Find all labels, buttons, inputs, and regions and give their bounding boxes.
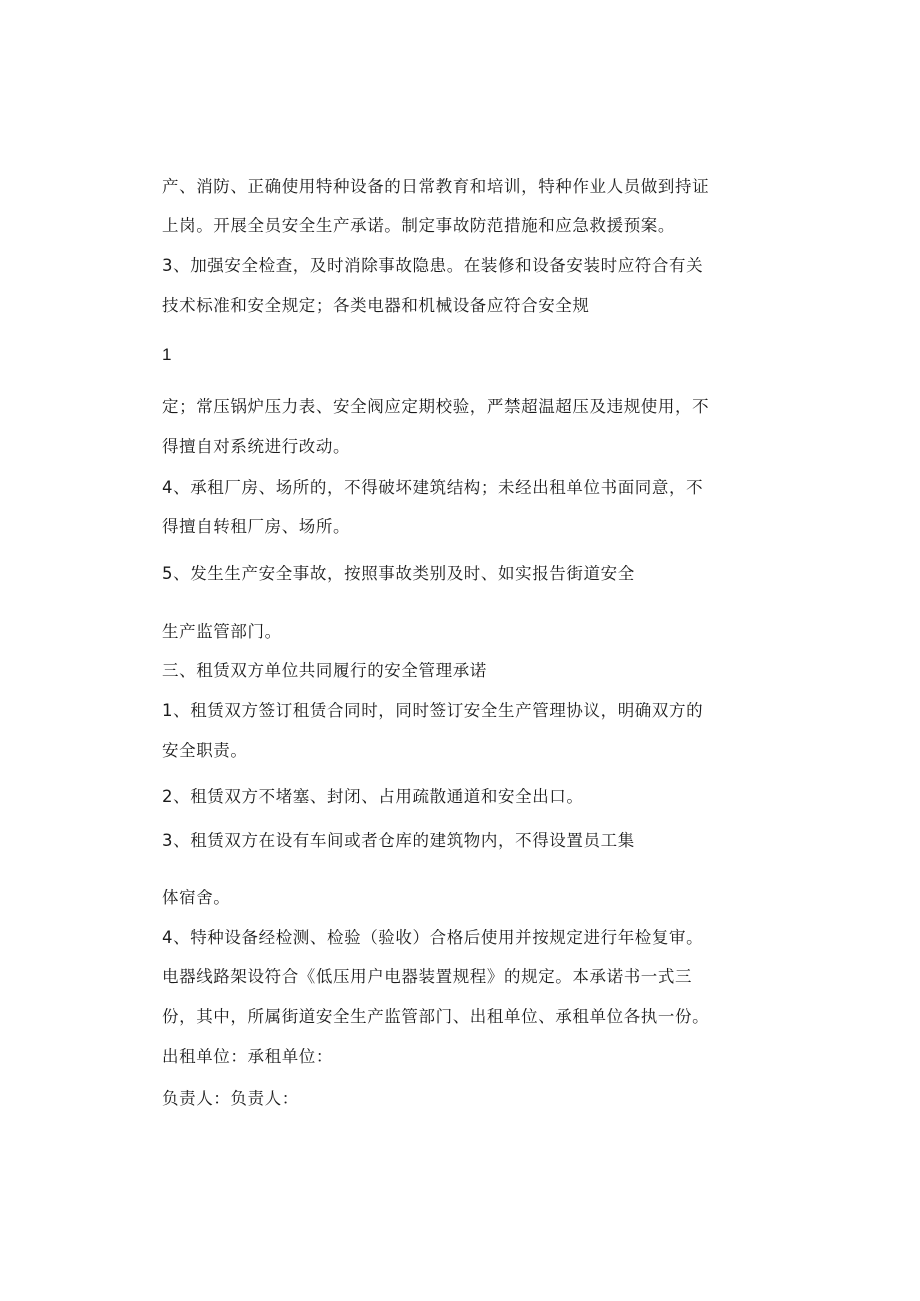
section-heading: 三、租赁双方单位共同履行的安全管理承诺 bbox=[162, 661, 487, 680]
paragraph-line: 上岗。开展全员安全生产承诺。制定事故防范措施和应急救援预案。 bbox=[162, 216, 675, 235]
section-item-3-line: 3、租赁双方在设有车间或者仓库的建筑物内，不得设置员工集 bbox=[162, 831, 635, 850]
list-item-3-line: 3、加强安全检查，及时消除事故隐患。在装修和设备安装时应符合有关 bbox=[162, 256, 704, 275]
section-item-1-line: 1、租赁双方签订租赁合同时，同时签订安全生产管理协议，明确双方的 bbox=[162, 701, 704, 720]
section-item-2: 2、租赁双方不堵塞、封闭、占用疏散通道和安全出口。 bbox=[162, 787, 584, 806]
page-number: 1 bbox=[162, 345, 172, 364]
list-item-4-line: 得擅自转租厂房、场所。 bbox=[162, 517, 351, 536]
signature-units: 出租单位：承租单位： bbox=[162, 1047, 333, 1066]
section-item-3-line: 体宿舍。 bbox=[162, 888, 231, 907]
list-item-5-line: 5、发生生产安全事故，按照事故类别及时、如实报告街道安全 bbox=[162, 564, 635, 583]
paragraph-line: 得擅自对系统进行改动。 bbox=[162, 437, 351, 456]
list-item-5-line: 生产监管部门。 bbox=[162, 622, 282, 641]
signature-persons: 负责人：负责人： bbox=[162, 1089, 299, 1108]
section-item-4-line: 电器线路架设符合《低压用户电器装置规程》的规定。本承诺书一式三 bbox=[162, 967, 693, 986]
section-item-4-line: 4、特种设备经检测、检验（验收）合格后使用并按规定进行年检复审。 bbox=[162, 928, 704, 947]
list-item-3-line: 技术标准和安全规定；各类电器和机械设备应符合安全规 bbox=[162, 296, 590, 315]
section-item-1-line: 安全职责。 bbox=[162, 741, 248, 760]
paragraph-line: 定；常压锅炉压力表、安全阀应定期校验，严禁超温超压及违规使用，不 bbox=[162, 397, 710, 416]
paragraph-line: 产、消防、正确使用特种设备的日常教育和培训，特种作业人员做到持证 bbox=[162, 177, 710, 196]
section-item-4-line: 份，其中，所属街道安全生产监管部门、出租单位、承租单位各执一份。 bbox=[162, 1007, 710, 1026]
list-item-4-line: 4、承租厂房、场所的，不得破坏建筑结构；未经出租单位书面同意，不 bbox=[162, 478, 704, 497]
